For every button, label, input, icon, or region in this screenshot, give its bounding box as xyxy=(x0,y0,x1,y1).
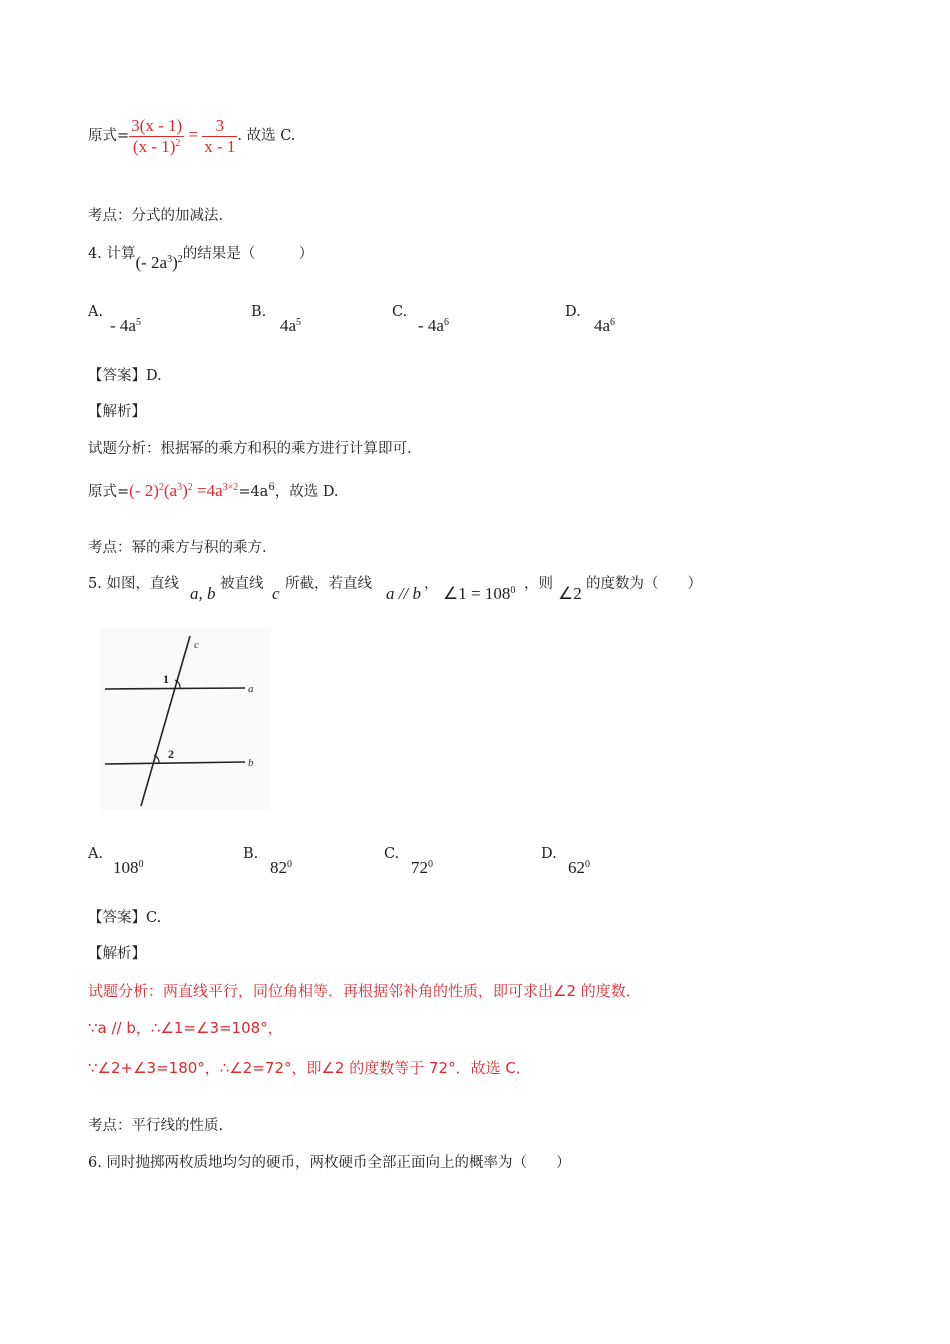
q4-calculation xyxy=(88,480,339,501)
q5-jiexi: 【解析】 xyxy=(88,946,146,962)
q4-calc-prefix: 原式= xyxy=(88,484,130,500)
fraction-1 xyxy=(129,116,184,156)
q5-comma: ， xyxy=(424,576,439,592)
question-6-stem: 6. 同时抛掷两枚质地均匀的硬币，两枚硬币全部正面向上的概率为（ ） xyxy=(88,1155,571,1171)
label-c: c xyxy=(194,639,199,651)
q5-angle2: ∠2 xyxy=(558,584,582,603)
q5-answer: 【答案】C. xyxy=(88,910,162,926)
q4-calc-tail: $=4a^6$ xyxy=(238,482,275,500)
q4-jiexi: 【解析】 xyxy=(88,404,146,420)
equals-sign: = xyxy=(188,124,198,144)
q5-option-a-label: A. xyxy=(88,846,104,862)
q5-c: c xyxy=(272,584,280,603)
q5-ab: a, b xyxy=(190,584,216,603)
q5-parallel: a // b xyxy=(386,584,421,603)
q4-option-b-value: $4a^5$ xyxy=(280,316,302,335)
red-formula xyxy=(129,116,237,156)
q5-option-c-value: $72^0$ xyxy=(411,858,433,877)
q4-expr-outer-exp: 2 xyxy=(177,254,183,265)
q5-option-c-label: C. xyxy=(384,846,400,862)
fraction-2-denominator: x - 1 xyxy=(204,136,236,156)
q4-expr-inner-exp: 3 xyxy=(167,254,173,265)
q5-analysis-red-1: 试题分析：两直线平行，同位角相等．再根据邻补角的性质，即可求出∠2 的度数． xyxy=(88,982,641,1000)
q4-option-c-label: C. xyxy=(392,304,408,320)
question-4-stem xyxy=(88,242,314,272)
formula-prefix: 原式= xyxy=(88,127,130,144)
fraction-2 xyxy=(202,116,237,156)
q5-option-d-value: $62^0$ xyxy=(568,858,590,877)
q5-angle1: ∠1 = $108^0$ xyxy=(443,584,516,603)
parallel-lines-figure xyxy=(100,628,270,810)
q5-analysis-red-3: ∵∠2+∠3=180°，∴∠2=72°，即∠2 的度数等于 72°．故选 C． xyxy=(88,1059,531,1077)
q4-option-a-label: A. xyxy=(88,304,104,320)
q5-stem4: ，则 xyxy=(524,576,553,592)
q4-expr-base: (- 2a xyxy=(135,253,168,272)
q4-expr-close: ) xyxy=(172,253,178,272)
q4-expression xyxy=(135,253,182,272)
q5-stem3: 所截，若直线 xyxy=(285,576,372,592)
formula-suffix: . 故选 C. xyxy=(237,127,296,144)
q4-calc-end: ，故选 D. xyxy=(274,484,339,500)
label-b: b xyxy=(248,757,254,769)
q4-option-b-label: B. xyxy=(251,304,267,320)
q4-option-d-label: D. xyxy=(565,304,581,320)
q4-analysis: 试题分析：根据幂的乘方和积的乘方进行计算即可. xyxy=(88,441,412,457)
label-a: a xyxy=(248,683,254,695)
formula-line-1 xyxy=(88,116,295,156)
fraction-1-numerator: 3(x - 1) xyxy=(131,116,183,135)
fraction-1-denominator: (x - 1) xyxy=(132,136,176,156)
q5-option-b-value: $82^0$ xyxy=(270,858,292,877)
q5-option-b-label: B. xyxy=(243,846,259,862)
q5-kaodian: 考点：平行线的性质. xyxy=(88,1118,224,1134)
q4-stem-tail: 的结果是（ ） xyxy=(182,246,314,262)
q4-option-d-value: $4a^6$ xyxy=(594,316,616,335)
q4-option-c-value: - $4a^6$ xyxy=(418,316,449,335)
q4-option-a-value: - $4a^5$ xyxy=(110,316,141,335)
q4-stem-text: 4. 计算 xyxy=(88,246,136,262)
q5-stem1: 5. 如图，直线 xyxy=(88,576,179,592)
label-angle-1: 1 xyxy=(163,672,169,686)
q5-stem2: 被直线 xyxy=(220,576,264,592)
q4-answer: 【答案】D. xyxy=(88,368,162,384)
q5-option-a-value: $108^0$ xyxy=(113,858,144,877)
q5-analysis-red-2: ∵a // b，∴∠1=∠3=108°， xyxy=(88,1019,283,1037)
q5-stem5: 的度数为（ ） xyxy=(586,576,702,592)
q4-calc-red: (- $2)^2(a^3)^2 =4a^{3\times 2}$ xyxy=(129,481,239,500)
label-angle-2: 2 xyxy=(168,747,174,761)
fraction-1-den-exponent: 2 xyxy=(175,137,181,149)
kaodian-1: 考点：分式的加减法. xyxy=(88,208,224,224)
fraction-2-numerator: 3 xyxy=(215,116,225,135)
q5-option-d-label: D. xyxy=(541,846,557,862)
q4-kaodian: 考点：幂的乘方与积的乘方. xyxy=(88,540,267,556)
